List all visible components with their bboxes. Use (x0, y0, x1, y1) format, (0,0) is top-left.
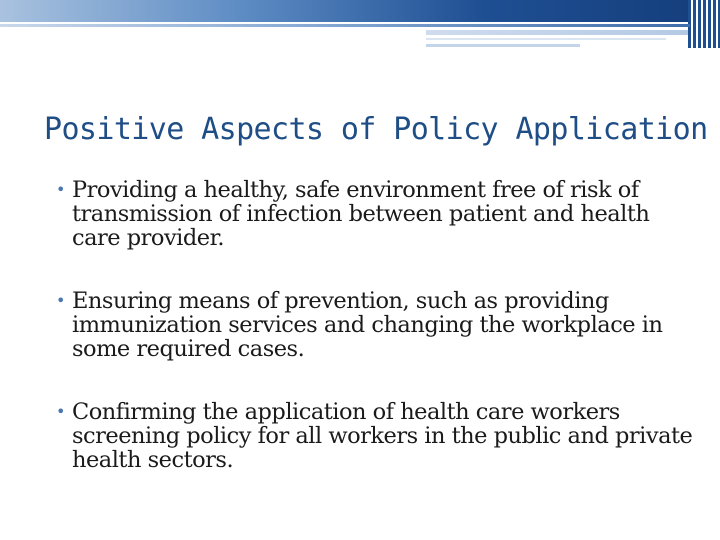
bullet-item (56, 400, 696, 472)
bullet-item (56, 289, 696, 361)
bullet-text: Confirming the application of health care workers screening policy for all workers in the public and private health sectors. (72, 399, 693, 473)
header-accent-line (426, 30, 688, 35)
bullet-text: Providing a healthy, safe environment free of risk of transmission of infection between patient and health care provider. (72, 177, 650, 251)
slide-title: Positive Aspects of Policy Application (44, 112, 708, 147)
bullet-item (56, 178, 696, 250)
header-banner-stripes (688, 0, 720, 48)
header-accent-line (426, 44, 580, 47)
header-accent-line (426, 38, 666, 40)
bullet-list (56, 178, 696, 472)
header-banner (0, 0, 690, 22)
bullet-dot-icon: • (56, 402, 65, 421)
header-accent-line (0, 24, 690, 27)
bullet-dot-icon: • (56, 180, 65, 199)
bullet-dot-icon: • (56, 291, 65, 310)
bullet-text: Ensuring means of prevention, such as providing immunization services and changing the workplace in some required cases. (72, 288, 663, 362)
